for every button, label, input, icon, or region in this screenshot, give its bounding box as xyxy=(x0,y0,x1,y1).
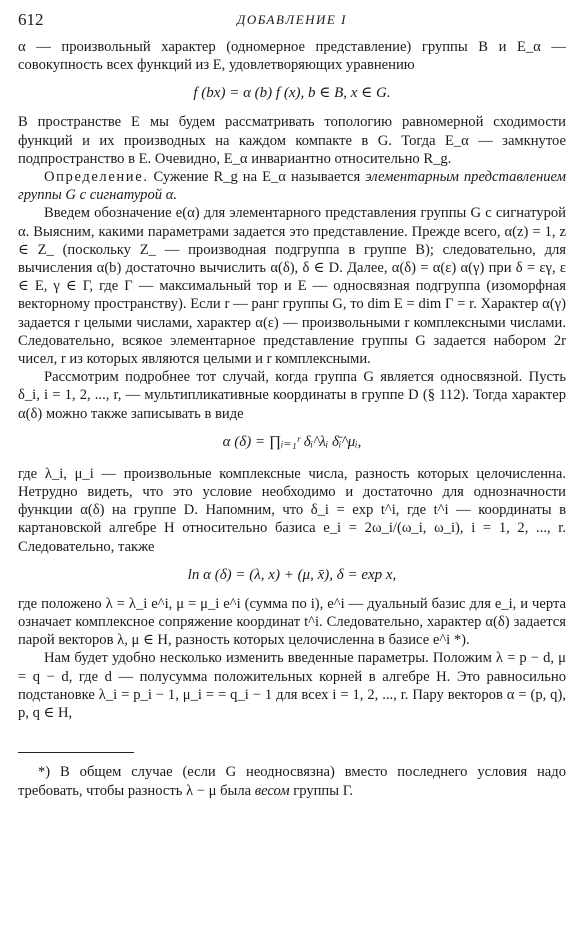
definition-text: Сужение R_g на E_α называется xyxy=(153,169,361,186)
paragraph-3: Введем обозначение e(α) для элементарного представления группы G с сигнатурой α. Выясним, какими параметрами задается это представление. Прежде всего, α(z) = 1, z ∈ Z_ (поскольку Z_ — производная подгруппа в группе B); следовательно, для вычисления α(b) достаточно вычислить α(δ), δ ∈ D. Далее, α(δ) = α(ε) α(γ) при δ = εγ, ε ∈ E, γ ∈ Γ, где Γ — максимальный тор и E — односвязная подгруппа (изоморфная векторному пространству). Если r — ранг группы G, то dim E = dim Γ = r. Характер α(γ) задается r целыми числами, характер α(ε) — произвольными r комплексными числами. Следовательно, всякое элементарное представление группы G задается набором 2r чисел, r из которых являются целыми и r комплексными. xyxy=(18,205,566,368)
running-head: ДОБАВЛЕНИЕ I xyxy=(237,12,347,27)
footnote-emphasis: весом xyxy=(254,782,290,799)
footnote xyxy=(18,763,566,799)
paragraph-5: где λ_i, μ_i — произвольные комплексные числа, разность которых целочисленна. Нетрудно видеть, что это условие необходимо и достаточно для однозначности функции α(δ) на группе D. Напомним, что δ_i = exp t^i, где t^i — координаты в картановской алгебре H относительно базиса e_i = 2ω_i/(ω_i, ω_i), i = 1, 2, ..., r. Следовательно, также xyxy=(18,465,566,555)
definition-label: Определение. xyxy=(44,169,149,186)
footnote-text: *) В общем случае (если G неодносвязна) вместо последнего условия надо требовать, чтобы разность λ − μ была xyxy=(18,764,566,799)
footnote-divider xyxy=(18,752,134,753)
equation-1: f (bx) = α (b) f (x), b ∈ B, x ∈ G. xyxy=(193,85,391,102)
definition-paragraph xyxy=(18,168,566,204)
paragraph-7: Нам будет удобно несколько изменить введенные параметры. Положим λ = p − d, μ = q − d, где d — полусумма положительных корней в алгебре H. Это равносильно подстановке λ_i = p_i − 1, μ_i = = q_i − 1 для всех i = 1, 2, ..., r. Пару векторов α = (p, q), p, q ∈ H, xyxy=(18,650,566,722)
paragraph-1: α — произвольный характер (одномерное представление) группы B и E_α — совокупность всех функций из E, удовлетворяющих уравнению xyxy=(18,39,566,74)
paragraph-6: где положено λ = λ_i e^i, μ = μ_i e^i (сумма по i), e^i — дуальный базис для e_i, и черта означает комплексное сопряжение координат t^i. Следовательно, характер α(δ) задается парой векторов λ, μ ∈ H, разность которых целочисленна в базисе e^i *). xyxy=(18,595,566,649)
equation-3: ln α (δ) = (λ, x) + (μ, x̄), δ = exp x, xyxy=(187,566,397,583)
footnote-paragraph xyxy=(18,763,566,799)
definition-term: элементарным представлением группы G с сигнатурой α. xyxy=(18,169,566,204)
footnote-tail: группы Γ. xyxy=(293,782,354,799)
equation-2: α (δ) = ∏ᵢ₌₁ʳ δᵢ^λᵢ δ̄ᵢ^μᵢ, xyxy=(222,433,362,450)
paragraph-4: Рассмотрим подробнее тот случай, когда группа G является односвязной. Пусть δ_i, i = 1, 2, ..., r, — мультипликативные координаты в группе D (§ 112). Тогда характер α(δ) можно также записывать в виде xyxy=(18,369,566,422)
paragraph-2: В пространстве E мы будем рассматривать топологию равномерной сходимости функций и их производных на каждом компакте в G. Тогда E_α — замкнутое подпространство в E. Очевидно, E_α инвариантно относительно R_g. xyxy=(18,114,566,167)
book-page xyxy=(18,8,566,800)
page-header xyxy=(18,8,566,38)
page-number: 612 xyxy=(18,10,44,29)
